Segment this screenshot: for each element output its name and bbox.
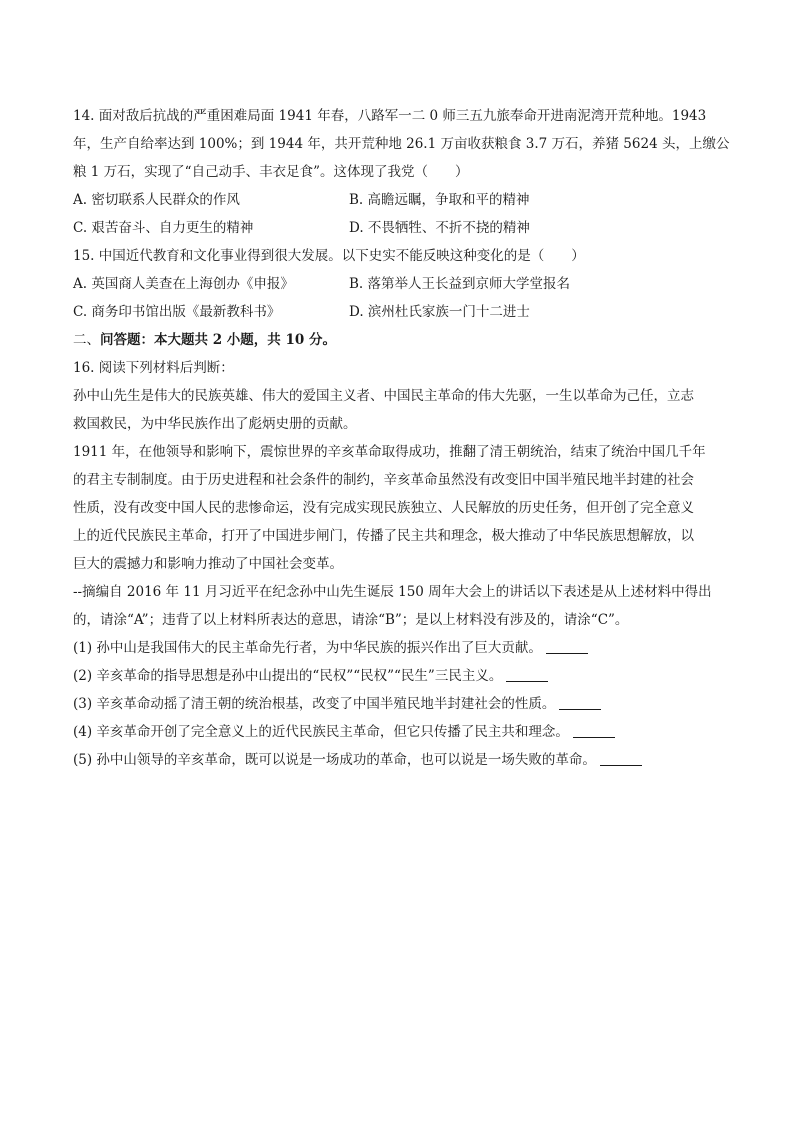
- q16-source-line-1: --摘编自 2016 年 11 月习近平在纪念孙中山先生诞辰 150 周年大会上的讲话以下表述是从上述材料中得出: [73, 584, 712, 600]
- answer-blank-2[interactable]: [506, 667, 548, 682]
- q14-option-c[interactable]: C. 艰苦奋斗、自力更生的精神: [73, 220, 254, 236]
- q15-options-row-2: [73, 298, 723, 326]
- q16-item-5-text: (5) 孙中山领导的辛亥革命，既可以说是一场成功的革命，也可以说是一场失败的革命。: [73, 752, 596, 768]
- section-number: 二、: [73, 332, 100, 348]
- q16-material-p1-line-2: 救国救民，为中华民族作出了彪炳史册的贡献。: [73, 416, 357, 432]
- q14-options-row-1: [73, 186, 723, 214]
- q14-option-b[interactable]: B. 高瞻远瞩，争取和平的精神: [349, 192, 530, 208]
- q16-material-p2-line-5: 巨大的震撼力和影响力推动了中国社会变革。: [73, 556, 343, 572]
- exam-page: [73, 102, 730, 774]
- q15-option-a[interactable]: A. 英国商人美查在上海创办《申报》: [73, 276, 294, 292]
- section-title: 问答题：本大题共 2 小题，共 10 分。: [100, 332, 336, 348]
- q16-item-4: [73, 718, 723, 746]
- q16-item-4-text: (4) 辛亥革命开创了完全意义上的近代民族民主革命，但它只传播了民主共和理念。: [73, 724, 569, 740]
- q14-options-row-2: [73, 214, 723, 242]
- q14-line-3: 粮 1 万石，实现了“自己动手、丰衣足食”。这体现了我党（ ）: [73, 164, 469, 180]
- q16-material-p2-line-3: 性质，没有改变中国人民的悲惨命运，没有完成实现民族独立、人民解放的历史任务，但开创了完全意义: [73, 500, 694, 516]
- answer-blank-3[interactable]: [559, 695, 601, 710]
- section-heading: [73, 326, 723, 354]
- q16-item-1-text: (1) 孙中山是我国伟大的民主革命先行者，为中华民族的振兴作出了巨大贡献。: [73, 640, 542, 656]
- q14-option-d[interactable]: D. 不畏牺牲、不折不挠的精神: [349, 220, 530, 236]
- q16-material-p1-line-1: 孙中山先生是伟大的民族英雄、伟大的爱国主义者、中国民主革命的伟大先驱，一生以革命为己任，立志: [73, 388, 694, 404]
- question-14: [73, 102, 730, 242]
- q16-item-2: [73, 662, 723, 690]
- answer-blank-1[interactable]: [546, 639, 588, 654]
- q15-option-d[interactable]: D. 滨州杜氏家族一门十二进士: [349, 304, 530, 320]
- question-16: [73, 354, 723, 774]
- q16-item-2-text: (2) 辛亥革命的指导思想是孙中山提出的“民权”“民权”“民生”三民主义。: [73, 668, 503, 684]
- q14-option-a[interactable]: A. 密切联系人民群众的作风: [73, 192, 240, 208]
- answer-blank-4[interactable]: [573, 723, 615, 738]
- question-15: [73, 242, 723, 326]
- q16-material-p2-line-2: 的君主专制制度。由于历史进程和社会条件的制约，辛亥革命虽然没有改变旧中国半殖民地半封建的社会: [73, 472, 694, 488]
- q16-item-5: [73, 746, 723, 774]
- q15-stem: 15. 中国近代教育和文化事业得到很大发展。以下史实不能反映这种变化的是（ ）: [73, 248, 585, 264]
- q15-option-c[interactable]: C. 商务印书馆出版《最新教科书》: [73, 304, 281, 320]
- q15-options-row-1: [73, 270, 723, 298]
- q14-line-2: 年，生产自给率达到 100%；到 1944 年，共开荒种地 26.1 万亩收获粮食 3.7 万石，养猪 5624 头，上缴公: [73, 136, 730, 152]
- q15-option-b[interactable]: B. 落第举人王长益到京师大学堂报名: [349, 276, 571, 292]
- q16-stem: 16. 阅读下列材料后判断：: [73, 360, 234, 376]
- q16-item-3-text: (3) 辛亥革命动摇了清王朝的统治根基，改变了中国半殖民地半封建社会的性质。: [73, 696, 556, 712]
- answer-blank-5[interactable]: [600, 751, 642, 766]
- q16-item-3: [73, 690, 723, 718]
- q16-item-1: [73, 634, 723, 662]
- q16-material-p2-line-1: 1911 年，在他领导和影响下，震惊世界的辛亥革命取得成功，推翻了清王朝统治，结束了统治中国几千年: [73, 444, 706, 460]
- q16-material-p2-line-4: 上的近代民族民主革命，打开了中国进步闸门，传播了民主共和理念，极大推动了中华民族思想解放，以: [73, 528, 694, 544]
- q16-source-line-2: 的，请涂“A”；违背了以上材料所表达的意思，请涂“B”；是以上材料没有涉及的，请涂“C”。: [73, 612, 629, 628]
- q14-line-1: 14. 面对敌后抗战的严重困难局面 1941 年春，八路军一二 0 师三五九旅奉命开进南泥湾开荒种地。1943: [73, 108, 707, 124]
